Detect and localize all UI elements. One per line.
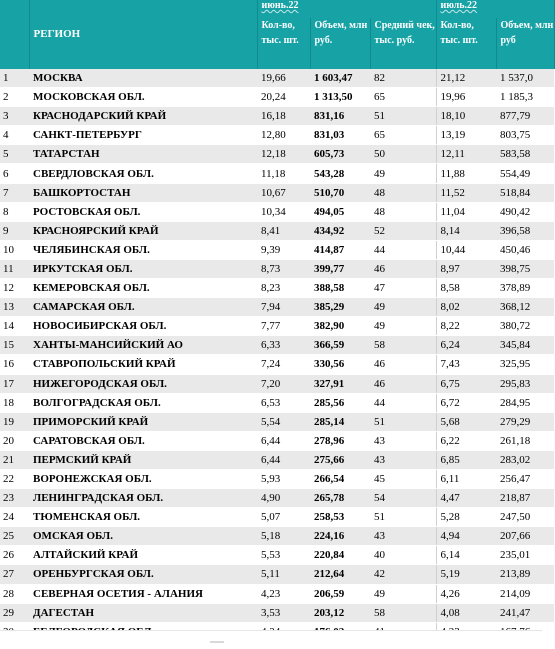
row-volume: 224,16	[310, 527, 370, 546]
row-volume: 366,59	[310, 336, 370, 355]
row-region: ОМСКАЯ ОБЛ.	[29, 527, 257, 546]
table-row	[0, 88, 554, 107]
table-row	[0, 336, 554, 355]
row-region: НОВОСИБИРСКАЯ ОБЛ.	[29, 317, 257, 336]
table-row	[0, 240, 554, 259]
table-row	[0, 431, 554, 450]
row-index: 23	[0, 489, 29, 508]
table-row	[0, 279, 554, 298]
row-region: МОСКОВСКАЯ ОБЛ.	[29, 88, 257, 107]
row-qty: 20,24	[257, 88, 310, 107]
row-index: 18	[0, 393, 29, 412]
row-volume: 399,77	[310, 259, 370, 278]
row-volume-2: 554,49	[496, 164, 554, 183]
header-month-june-label: июнь.22	[261, 0, 299, 11]
row-index: 8	[0, 202, 29, 221]
row-avg-check: 46	[370, 374, 436, 393]
table-row	[0, 469, 554, 488]
row-qty: 4,90	[257, 489, 310, 508]
bottom-margin	[0, 631, 542, 649]
row-volume-2: 877,79	[496, 107, 554, 126]
row-qty-2: 11,88	[436, 164, 496, 183]
row-avg-check: 46	[370, 259, 436, 278]
header-qty: Кол-во, тыс. шт.	[257, 18, 310, 69]
row-volume: 265,78	[310, 489, 370, 508]
table-row	[0, 126, 554, 145]
row-qty: 4,23	[257, 584, 310, 603]
table-row	[0, 450, 554, 469]
row-avg-check: 51	[370, 508, 436, 527]
row-avg-check: 51	[370, 412, 436, 431]
row-qty-2: 8,97	[436, 259, 496, 278]
row-qty-2: 5,28	[436, 508, 496, 527]
row-volume-2: 256,47	[496, 469, 554, 488]
row-region: КЕМЕРОВСКАЯ ОБЛ.	[29, 279, 257, 298]
row-volume: 1 603,47	[310, 69, 370, 88]
row-volume-2: 396,58	[496, 221, 554, 240]
row-qty-2: 12,11	[436, 145, 496, 164]
row-volume-2: 283,02	[496, 450, 554, 469]
row-index: 19	[0, 412, 29, 431]
row-volume-2: 380,72	[496, 317, 554, 336]
row-volume: 414,87	[310, 240, 370, 259]
row-region: ВОРОНЕЖСКАЯ ОБЛ.	[29, 469, 257, 488]
table-row	[0, 412, 554, 431]
row-qty: 19,66	[257, 69, 310, 88]
row-volume-2: 368,12	[496, 298, 554, 317]
row-volume-2: 803,75	[496, 126, 554, 145]
row-volume: 1 313,50	[310, 88, 370, 107]
row-avg-check: 51	[370, 107, 436, 126]
row-qty-2: 18,10	[436, 107, 496, 126]
row-qty: 12,18	[257, 145, 310, 164]
row-index: 13	[0, 298, 29, 317]
table-row	[0, 107, 554, 126]
row-index: 17	[0, 374, 29, 393]
row-index: 15	[0, 336, 29, 355]
row-qty: 8,23	[257, 279, 310, 298]
header-month-june	[257, 0, 436, 18]
header-month-july-label: июль.22	[440, 0, 478, 11]
row-region: ОРЕНБУРГСКАЯ ОБЛ.	[29, 565, 257, 584]
row-avg-check: 49	[370, 164, 436, 183]
row-volume: 285,14	[310, 412, 370, 431]
row-qty-2: 11,04	[436, 202, 496, 221]
row-qty: 16,18	[257, 107, 310, 126]
row-index: 1	[0, 69, 29, 88]
row-index: 21	[0, 450, 29, 469]
row-volume-2: 247,50	[496, 508, 554, 527]
row-avg-check: 42	[370, 565, 436, 584]
row-avg-check: 43	[370, 431, 436, 450]
row-qty: 12,80	[257, 126, 310, 145]
row-region: РОСТОВСКАЯ ОБЛ.	[29, 202, 257, 221]
row-qty-2: 8,58	[436, 279, 496, 298]
row-volume-2: 345,84	[496, 336, 554, 355]
row-qty: 5,93	[257, 469, 310, 488]
row-region: СВЕРДЛОВСКАЯ ОБЛ.	[29, 164, 257, 183]
row-region: ВОЛГОГРАДСКАЯ ОБЛ.	[29, 393, 257, 412]
row-qty-2: 13,19	[436, 126, 496, 145]
row-index: 14	[0, 317, 29, 336]
row-qty-2: 4,26	[436, 584, 496, 603]
row-volume: 831,03	[310, 126, 370, 145]
row-avg-check: 49	[370, 584, 436, 603]
row-qty: 5,53	[257, 546, 310, 565]
row-qty: 5,54	[257, 412, 310, 431]
row-region: ЧЕЛЯБИНСКАЯ ОБЛ.	[29, 240, 257, 259]
table-row	[0, 355, 554, 374]
row-avg-check: 44	[370, 393, 436, 412]
row-region: ПРИМОРСКИЙ КРАЙ	[29, 412, 257, 431]
row-avg-check: 58	[370, 603, 436, 622]
row-volume-2: 214,09	[496, 584, 554, 603]
row-avg-check: 82	[370, 69, 436, 88]
table-row	[0, 221, 554, 240]
row-avg-check: 40	[370, 546, 436, 565]
row-qty-2: 6,72	[436, 393, 496, 412]
row-volume-2: 213,89	[496, 565, 554, 584]
header-volume: Объем, млн руб.	[310, 18, 370, 69]
row-qty: 8,41	[257, 221, 310, 240]
row-volume: 327,91	[310, 374, 370, 393]
row-volume-2: 218,87	[496, 489, 554, 508]
row-region: БАШКОРТОСТАН	[29, 183, 257, 202]
row-avg-check: 43	[370, 527, 436, 546]
row-volume: 206,59	[310, 584, 370, 603]
row-avg-check: 49	[370, 298, 436, 317]
table-row	[0, 565, 554, 584]
row-avg-check: 43	[370, 450, 436, 469]
row-volume: 831,16	[310, 107, 370, 126]
row-volume-2: 325,95	[496, 355, 554, 374]
row-qty: 6,33	[257, 336, 310, 355]
row-qty-2: 6,11	[436, 469, 496, 488]
row-volume: 382,90	[310, 317, 370, 336]
row-index: 7	[0, 183, 29, 202]
row-qty-2: 8,22	[436, 317, 496, 336]
header-row-months	[0, 0, 554, 18]
row-qty: 5,11	[257, 565, 310, 584]
header-avg-check: Средний чек, тыс. руб.	[370, 18, 436, 69]
row-region: КРАСНОЯРСКИЙ КРАЙ	[29, 221, 257, 240]
row-qty-2: 4,94	[436, 527, 496, 546]
row-index: 25	[0, 527, 29, 546]
row-region: НИЖЕГОРОДСКАЯ ОБЛ.	[29, 374, 257, 393]
row-region: ДАГЕСТАН	[29, 603, 257, 622]
row-volume: 434,92	[310, 221, 370, 240]
table-row	[0, 317, 554, 336]
row-index: 20	[0, 431, 29, 450]
row-qty: 10,34	[257, 202, 310, 221]
row-avg-check: 46	[370, 355, 436, 374]
row-volume-2: 398,75	[496, 259, 554, 278]
row-qty: 11,18	[257, 164, 310, 183]
row-qty-2: 8,14	[436, 221, 496, 240]
row-region: МОСКВА	[29, 69, 257, 88]
row-index: 3	[0, 107, 29, 126]
row-volume-2: 284,95	[496, 393, 554, 412]
row-volume: 275,66	[310, 450, 370, 469]
row-volume-2: 378,89	[496, 279, 554, 298]
row-volume-2: 1 537,0	[496, 69, 554, 88]
row-qty-2: 7,43	[436, 355, 496, 374]
row-volume-2: 518,84	[496, 183, 554, 202]
row-index: 27	[0, 565, 29, 584]
row-region: СЕВЕРНАЯ ОСЕТИЯ - АЛАНИЯ	[29, 584, 257, 603]
row-volume-2: 207,66	[496, 527, 554, 546]
row-qty: 8,73	[257, 259, 310, 278]
row-region: САНКТ-ПЕТЕРБУРГ	[29, 126, 257, 145]
table-row	[0, 393, 554, 412]
table-body	[0, 69, 554, 641]
row-volume: 388,58	[310, 279, 370, 298]
table-row	[0, 183, 554, 202]
row-index: 29	[0, 603, 29, 622]
row-region: СТАВРОПОЛЬСКИЙ КРАЙ	[29, 355, 257, 374]
row-volume: 266,54	[310, 469, 370, 488]
header-volume-2: Объем, млн руб	[496, 18, 554, 69]
row-qty: 5,18	[257, 527, 310, 546]
row-index: 2	[0, 88, 29, 107]
row-qty: 3,53	[257, 603, 310, 622]
row-avg-check: 65	[370, 126, 436, 145]
row-volume: 330,56	[310, 355, 370, 374]
row-index: 4	[0, 126, 29, 145]
row-volume-2: 583,58	[496, 145, 554, 164]
row-volume-2: 450,46	[496, 240, 554, 259]
row-volume-2: 241,47	[496, 603, 554, 622]
row-volume-2: 261,18	[496, 431, 554, 450]
row-region: ТЮМЕНСКАЯ ОБЛ.	[29, 508, 257, 527]
row-volume: 605,73	[310, 145, 370, 164]
row-qty: 7,20	[257, 374, 310, 393]
row-avg-check: 44	[370, 240, 436, 259]
header-index-cell	[0, 0, 29, 69]
row-qty-2: 6,22	[436, 431, 496, 450]
table-row	[0, 527, 554, 546]
table-row	[0, 259, 554, 278]
row-avg-check: 50	[370, 145, 436, 164]
row-index: 24	[0, 508, 29, 527]
row-index: 16	[0, 355, 29, 374]
row-index: 6	[0, 164, 29, 183]
row-region: АЛТАЙСКИЙ КРАЙ	[29, 546, 257, 565]
row-region: ЛЕНИНГРАДСКАЯ ОБЛ.	[29, 489, 257, 508]
row-index: 10	[0, 240, 29, 259]
table-row	[0, 374, 554, 393]
row-volume: 494,05	[310, 202, 370, 221]
header-qty-2: Кол-во, тыс. шт.	[436, 18, 496, 69]
row-region: КРАСНОДАРСКИЙ КРАЙ	[29, 107, 257, 126]
row-avg-check: 48	[370, 183, 436, 202]
row-volume-2: 490,42	[496, 202, 554, 221]
row-qty-2: 21,12	[436, 69, 496, 88]
row-qty-2: 10,44	[436, 240, 496, 259]
row-region: ХАНТЫ-МАНСИЙСКИЙ АО	[29, 336, 257, 355]
header-region: РЕГИОН	[29, 0, 257, 69]
row-qty-2: 4,08	[436, 603, 496, 622]
row-volume-2: 295,83	[496, 374, 554, 393]
table-row	[0, 298, 554, 317]
table-row	[0, 69, 554, 88]
row-qty-2: 11,52	[436, 183, 496, 202]
row-avg-check: 49	[370, 317, 436, 336]
row-index: 12	[0, 279, 29, 298]
row-index: 28	[0, 584, 29, 603]
table-row	[0, 508, 554, 527]
row-volume: 285,56	[310, 393, 370, 412]
table-row	[0, 164, 554, 183]
row-volume: 278,96	[310, 431, 370, 450]
row-avg-check: 54	[370, 489, 436, 508]
row-volume: 212,64	[310, 565, 370, 584]
row-index: 5	[0, 145, 29, 164]
row-qty: 6,44	[257, 450, 310, 469]
row-qty: 5,07	[257, 508, 310, 527]
row-region: ТАТАРСТАН	[29, 145, 257, 164]
row-region: ПЕРМСКИЙ КРАЙ	[29, 450, 257, 469]
table-row	[0, 489, 554, 508]
row-index: 11	[0, 259, 29, 278]
row-volume: 258,53	[310, 508, 370, 527]
row-avg-check: 47	[370, 279, 436, 298]
row-index: 26	[0, 546, 29, 565]
table-row	[0, 546, 554, 565]
row-volume-2: 1 185,3	[496, 88, 554, 107]
row-qty-2: 5,19	[436, 565, 496, 584]
row-region: ИРКУТСКАЯ ОБЛ.	[29, 259, 257, 278]
row-avg-check: 45	[370, 469, 436, 488]
row-avg-check: 65	[370, 88, 436, 107]
row-qty-2: 5,68	[436, 412, 496, 431]
row-volume: 510,70	[310, 183, 370, 202]
row-volume: 203,12	[310, 603, 370, 622]
page-mark	[210, 641, 224, 643]
row-qty-2: 19,96	[436, 88, 496, 107]
table-row	[0, 202, 554, 221]
row-qty: 7,94	[257, 298, 310, 317]
row-qty-2: 6,14	[436, 546, 496, 565]
row-avg-check: 58	[370, 336, 436, 355]
row-avg-check: 52	[370, 221, 436, 240]
row-qty-2: 8,02	[436, 298, 496, 317]
row-volume: 220,84	[310, 546, 370, 565]
row-volume-2: 279,29	[496, 412, 554, 431]
row-avg-check: 48	[370, 202, 436, 221]
row-qty: 9,39	[257, 240, 310, 259]
row-qty: 10,67	[257, 183, 310, 202]
table-row	[0, 145, 554, 164]
row-qty: 6,44	[257, 431, 310, 450]
row-region: САМАРСКАЯ ОБЛ.	[29, 298, 257, 317]
row-qty: 6,53	[257, 393, 310, 412]
table-row	[0, 584, 554, 603]
row-volume-2: 235,01	[496, 546, 554, 565]
row-index: 22	[0, 469, 29, 488]
row-qty-2: 6,85	[436, 450, 496, 469]
row-qty-2: 6,75	[436, 374, 496, 393]
row-volume: 385,29	[310, 298, 370, 317]
row-qty-2: 4,47	[436, 489, 496, 508]
row-index: 9	[0, 221, 29, 240]
table-row	[0, 603, 554, 622]
row-qty-2: 6,24	[436, 336, 496, 355]
row-region: САРАТОВСКАЯ ОБЛ.	[29, 431, 257, 450]
row-qty: 7,24	[257, 355, 310, 374]
row-volume: 543,28	[310, 164, 370, 183]
header-month-july	[436, 0, 554, 18]
row-qty: 7,77	[257, 317, 310, 336]
